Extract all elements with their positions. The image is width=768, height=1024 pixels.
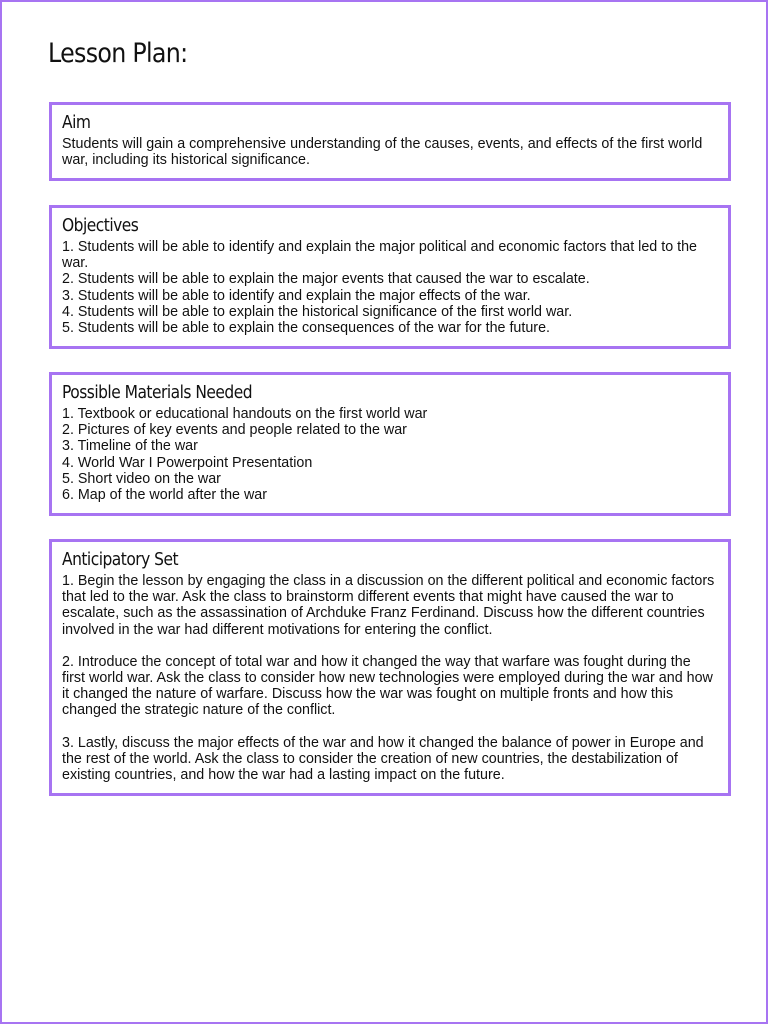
list-item: 4. World War I Powerpoint Presentation (62, 454, 313, 471)
aim-heading: Aim (62, 112, 91, 133)
list-item: 1. Textbook or educational handouts on the first world war (62, 406, 428, 422)
aim-section (49, 102, 731, 181)
list-item: 1. Students will be able to identify and explain the major political and economic factors that led to the war. (62, 239, 697, 272)
anticipatory-set-body (62, 573, 728, 783)
list-item: 6. Map of the world after the war (62, 487, 268, 504)
aim-text: Students will gain a comprehensive understanding of the causes, events, and effects of the first world war, including its historical significance. (62, 136, 703, 169)
objectives-list (62, 239, 728, 336)
anticipatory-set-heading: Anticipatory Set (62, 549, 179, 570)
list-item: 5. Students will be able to explain the consequences of the war for the future. (62, 320, 550, 337)
paragraph: 2. Introduce the concept of total war and how it changed the way that warfare was fought during the first world war. Ask the class to consider how new technologies were employed during the war and how it changed the nature of warfare. Discuss how the war was fought on multiple fronts and how this changed the strategic nature of the conflict. (62, 653, 713, 719)
list-item: 2. Students will be able to explain the major events that caused the war to escalate. (62, 271, 590, 288)
page-title: Lesson Plan: (48, 38, 188, 69)
list-item: 2. Pictures of key events and people related to the war (62, 422, 407, 439)
paragraph: 3. Lastly, discuss the major effects of the war and how it changed the balance of power in Europe and the rest of the world. Ask the class to consider the creation of new countries, the destabilization of existing countries, and how the war had a lasting impact on the future. (62, 734, 704, 784)
list-item: 5. Short video on the war (62, 470, 221, 487)
list-item: 3. Timeline of the war (62, 438, 198, 455)
materials-heading: Possible Materials Needed (62, 382, 253, 403)
anticipatory-set-section (49, 539, 731, 796)
list-item: 4. Students will be able to explain the historical significance of the first world war. (62, 303, 573, 320)
objectives-section (49, 205, 731, 349)
objectives-heading: Objectives (62, 215, 139, 236)
materials-section (49, 372, 731, 516)
materials-list (62, 406, 728, 503)
list-item: 3. Students will be able to identify and explain the major effects of the war. (62, 287, 531, 304)
paragraph: 1. Begin the lesson by engaging the class in a discussion on the different political and economic factors that led to the war. Ask the class to brainstorm different events that might have caused the war to escalate, such as the assassination of Archduke Franz Ferdinand. Discuss how the different countries involved in the war had different motivations for entering the conflict. (62, 573, 715, 638)
